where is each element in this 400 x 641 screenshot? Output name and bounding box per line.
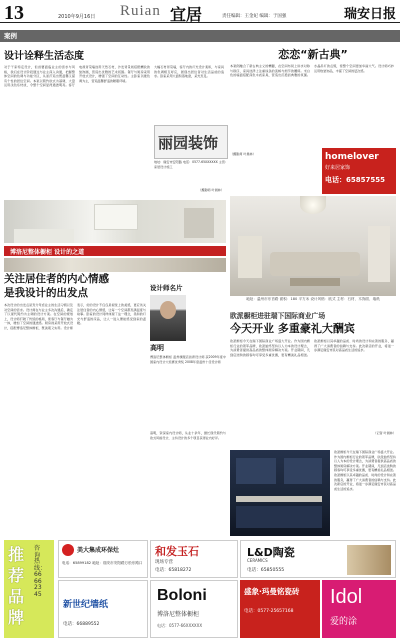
ad-meida-title: 美大集成环保灶 [77, 547, 120, 554]
ad-shengxiang-title: 盛象·玛曼铭瓷砖 [244, 587, 300, 596]
issue-date: 2010年9月16日 [58, 14, 96, 20]
ad-new-century[interactable] [58, 580, 148, 638]
designer-card-title: 设计师名片 [150, 284, 183, 292]
ad-shengxiang[interactable] [240, 580, 320, 638]
ad-idol[interactable] [322, 580, 396, 638]
design-article-title: 关注居住者的内心情感 是我设计的出发点 [4, 273, 109, 299]
design-article-body: 本次设计的出发点是充分考虑业主的生活习惯以及对空间的需求。设计师在与业主多次沟通后，确定了以现代简约为主调的设计方案。在空间的规划上，设计师打破了传统的格局，使客厅与餐厅融为一体，增加了空间的通透感。厨房则采用开放式设计，搭配博洛尼整体橱柜，既美观又实用。设计师表示，好的设计不仅仅是视觉上的美感，更应该关注居住者的内心情感，让每一个空间都充满温度与故事。卧室的设计同样体现了这一理念，柔和的灯光与舒适的床品，让人一进入便能感受到家的温暖。 [4, 303, 146, 330]
designer-card [150, 284, 226, 502]
ad-boloni-phone: 电话：0577-66XXXXXX [157, 623, 203, 628]
ad-ld-subtitle: CERAMICS [247, 558, 268, 563]
banner-text: 博洛尼整体橱柜 设计的之道 [10, 249, 85, 256]
section-strip [0, 30, 400, 42]
kitchen-photo [230, 450, 330, 536]
company-logo: 丽园装饰 [158, 134, 219, 152]
article-right-author: （摄影师 叶晨林） [230, 152, 256, 156]
article-body-cont: 大幅石材背景墙，客厅内的灯光设计柔和，与家具的色调相互呼应，展现出居住者对生活品质的追求。卧室采用大面积落地窗，采光充足。 [154, 65, 224, 79]
ad-new-century-phone: 电话：66889552 [63, 622, 100, 627]
ad-ld-phone: 电话：65850555 [247, 568, 285, 573]
ad-boloni-subtitle: 博洛尼整体橱柜 [157, 611, 200, 618]
homelover-subtitle: 好来居家饰 [325, 165, 351, 171]
recommend-brands-banner [4, 540, 54, 638]
ad-ld-ceramics[interactable] [240, 540, 396, 578]
homelover-phone: 电话：65857555 [325, 176, 385, 184]
opening-body-cont: 欧派橱柜今天在瑞下国际商业广场盛大开业。作为国内橱柜行业的领军品牌，欧派始终坚持以人为本的设计理念，为消费者提供高品质的整体厨房解决方案。开业期间，凡到店选购的顾客均可享受多重优惠，更有精美礼品相送。欧派橱柜以其卓越的品质、时尚的设计和完善的服务，赢得了广大消费者的信赖与支持。此次新店的开业，将进一步满足瑞安市民对高品质生活的追求。 [334, 450, 396, 491]
designer-name: 高明 [150, 344, 164, 352]
article-author: （摄影师 叶晨林） [198, 188, 224, 192]
section-tag: 案例 [4, 32, 17, 40]
ad-boloni-title: Boloni [157, 587, 207, 604]
recommend-brands-title: 推荐品牌 [8, 545, 25, 627]
ad-shengxiang-phone: 电话：0577-25657168 [244, 609, 294, 614]
interior-photo-3 [4, 258, 226, 272]
homelover-brand: homelover [325, 152, 379, 162]
ad-meida[interactable] [58, 540, 148, 578]
ad-new-century-title: 新世纪墙纸 [63, 600, 109, 610]
interior-photo-2 [230, 196, 396, 296]
masthead-logo: 瑞安日报 [343, 7, 396, 22]
ad-hefa[interactable] [150, 540, 238, 578]
opening-title-top: 欧派橱柜进驻瑞下国际商业广场 [230, 312, 326, 320]
opening-body: 欧派橱柜今天在瑞下国际商业广场盛大开业。作为国内橱柜行业的领军品牌，欧派始终坚持以人为本的设计理念，为消费者提供高品质的整体厨房解决方案。开业期间，凡到店选购的顾客均可享受多重优惠，更有精美礼品相送。欧派橱柜以其卓越的品质、时尚的设计和完善的服务，赢得了广大消费者的信赖与支持。此次新店的开业，将进一步满足瑞安市民对高品质生活的追求。 [230, 339, 394, 357]
homelover-ad[interactable] [322, 148, 396, 194]
header-rule [0, 22, 400, 23]
article-title: 设计诠释生活态度 [4, 51, 84, 62]
ad-idol-title: Idol [330, 586, 363, 608]
ad-ld-title: L&D陶瓷 [247, 546, 295, 559]
company-caption: 地址：瑞安市安阳路 电话：0577-65XXXXXX 主营：家居设计施工 [154, 160, 228, 169]
designer-photo [150, 295, 186, 341]
ad-boloni[interactable] [150, 580, 238, 638]
article-body: 对于干家特定设计，但首要面临业主的需求与风格，我们在设计阶段通过与业主深入沟通，把握整体空间的色调与功能分区，从而打造出既温馨又富有个性的居住空间。本案以简约欧式为基调，大量运用浅色系材质，令整个空间显得通透明亮。客厅电视背景墙选用天然石材，沙发背景则搭配精致的装饰画，营造出优雅的艺术氛围。餐厅与厨房采用开放式设计，增强了空间的互动性。主卧室以暖色调为主，营造温馨舒适的睡眠环境。 [4, 65, 150, 88]
article-design [4, 272, 146, 502]
recommend-brands-phone: 咨询热线：66662345 [34, 545, 47, 598]
article-right-body: 本案例融合了新古典主义的精髓，在空间布局上讲求对称与秩序，家具选择上注重线条的流畅与细节的雕琢。米白色的墙面搭配深色木质家具，营造出沉稳而典雅的氛围。水晶吊灯的点缀，使整个空间更加华丽大气。设计师巧妙运用软装饰品，丰富了空间的层次感。 [230, 64, 394, 78]
photo-caption: 地址：温州市东首路 面积：180 平方米 设计风格：欧式 主材：石材、木饰面、墙纸 [246, 297, 380, 301]
designer-bio: 高明，资深室内设计师，从业十余年，擅长现代简约与欧式风格设计，主持设计的多个项目获得业内好评。 [150, 431, 226, 440]
company-logo-card [154, 125, 228, 159]
designer-profile: 博洛尼整体橱柜 温州旗舰店首席设计师 获2009年度中国室内设计大奖赛优秀奖 2008年度温州十佳设计师 [150, 355, 226, 364]
interior-photo-1 [4, 200, 226, 243]
ad-idol-subtitle: 爱的涂 [330, 617, 358, 627]
page-header [0, 0, 400, 22]
ad-hefa-subtitle: 现场专营 [155, 560, 173, 565]
ad-hefa-phone: 电话：65818272 [155, 568, 192, 573]
article-right-title: 恋恋“新古典” [278, 48, 348, 61]
section-banner [4, 246, 226, 256]
section-english: Ruian [120, 3, 161, 19]
page-number: 13 [4, 2, 24, 22]
section-title: 宜居 [170, 5, 203, 22]
opening-author: （记者 叶晨林） [373, 431, 396, 435]
ad-hefa-title: 和发玉石 [155, 545, 199, 558]
opening-title: 今天开业 多重豪礼大酬宾 [230, 322, 355, 335]
editor-line: 责任编辑：王金妃 编辑：于国强 [222, 14, 287, 19]
ad-meida-line: 电话：65899182 地址：瑞安市安阳路万松东路口 [62, 561, 143, 565]
